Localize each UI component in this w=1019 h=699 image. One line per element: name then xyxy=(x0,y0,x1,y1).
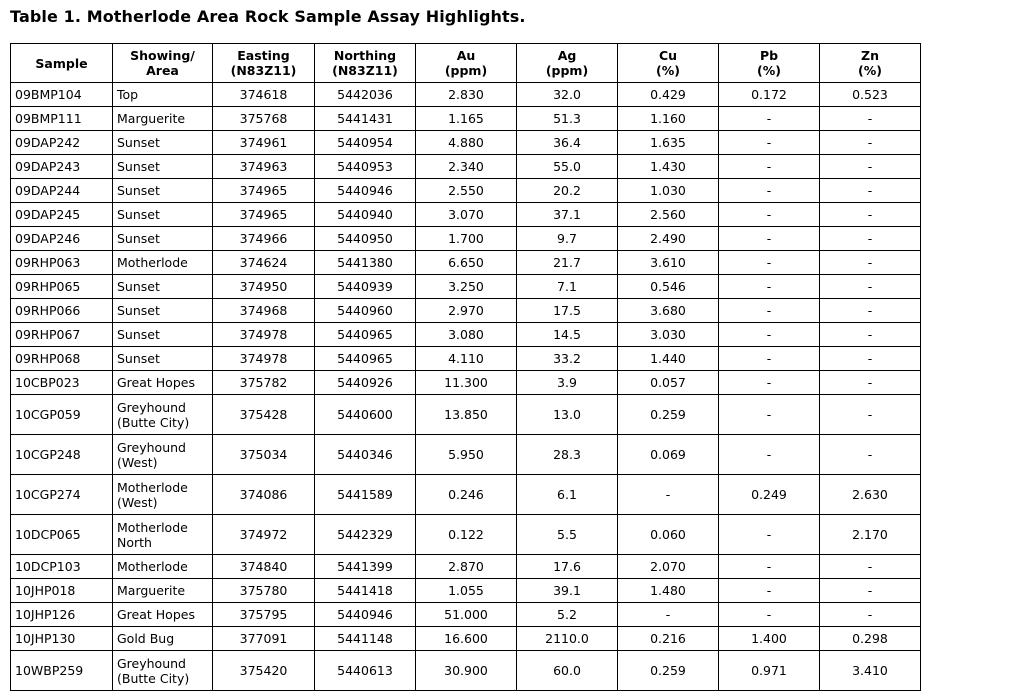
cell-zn: - xyxy=(820,371,921,395)
cell-zn: - xyxy=(820,107,921,131)
cell-easting: 375795 xyxy=(213,603,315,627)
cell-ag: 17.6 xyxy=(517,555,618,579)
cell-ag: 36.4 xyxy=(517,131,618,155)
cell-pb: - xyxy=(719,299,820,323)
cell-zn: - xyxy=(820,275,921,299)
table-row xyxy=(11,515,921,555)
cell-pb: - xyxy=(719,275,820,299)
cell-au: 2.870 xyxy=(416,555,517,579)
column-header-ag-line: (ppm) xyxy=(545,63,589,78)
cell-ag: 17.5 xyxy=(517,299,618,323)
cell-northing: 5440940 xyxy=(315,203,416,227)
table-row xyxy=(11,131,921,155)
cell-pb: - xyxy=(719,131,820,155)
cell-easting: 375428 xyxy=(213,395,315,435)
column-header-au xyxy=(416,44,517,83)
cell-sample: 10CBP023 xyxy=(11,371,113,395)
cell-ag: 13.0 xyxy=(517,395,618,435)
cell-showing-area: Great Hopes xyxy=(113,603,213,627)
table-title: Table 1. Motherlode Area Rock Sample Assay Highlights. xyxy=(10,7,526,26)
cell-sample: 09DAP245 xyxy=(11,203,113,227)
cell-pb: - xyxy=(719,251,820,275)
cell-sample: 09BMP111 xyxy=(11,107,113,131)
cell-au: 13.850 xyxy=(416,395,517,435)
cell-cu: 2.070 xyxy=(618,555,719,579)
cell-au: 16.600 xyxy=(416,627,517,651)
cell-au: 30.900 xyxy=(416,651,517,691)
cell-zn: - xyxy=(820,555,921,579)
cell-cu: 0.546 xyxy=(618,275,719,299)
cell-northing: 5440965 xyxy=(315,323,416,347)
cell-pb: - xyxy=(719,603,820,627)
cell-northing: 5440939 xyxy=(315,275,416,299)
cell-au: 1.055 xyxy=(416,579,517,603)
cell-pb: - xyxy=(719,107,820,131)
cell-northing: 5441399 xyxy=(315,555,416,579)
cell-northing: 5440613 xyxy=(315,651,416,691)
cell-cu: 1.635 xyxy=(618,131,719,155)
column-header-pb-line: (%) xyxy=(757,63,781,78)
cell-pb: 0.249 xyxy=(719,475,820,515)
cell-sample: 09DAP244 xyxy=(11,179,113,203)
cell-easting: 374618 xyxy=(213,83,315,107)
cell-cu: 0.259 xyxy=(618,651,719,691)
cell-ag: 55.0 xyxy=(517,155,618,179)
column-header-au-line: (ppm) xyxy=(444,63,488,78)
column-header-northing xyxy=(315,44,416,83)
cell-zn: - xyxy=(820,155,921,179)
cell-pb: - xyxy=(719,323,820,347)
cell-northing: 5440965 xyxy=(315,347,416,371)
cell-easting: 374965 xyxy=(213,203,315,227)
cell-showing-area: Gold Bug xyxy=(113,627,213,651)
cell-showing-area: Sunset xyxy=(113,131,213,155)
cell-easting: 375768 xyxy=(213,107,315,131)
cell-easting: 374966 xyxy=(213,227,315,251)
table-row xyxy=(11,227,921,251)
cell-zn: - xyxy=(820,603,921,627)
column-header-cu-line: (%) xyxy=(656,63,680,78)
column-header-showing-area-line: Area xyxy=(146,63,179,78)
table-row xyxy=(11,203,921,227)
cell-showing-area: Sunset xyxy=(113,155,213,179)
column-header-cu xyxy=(618,44,719,83)
table-row xyxy=(11,323,921,347)
cell-zn: - xyxy=(820,203,921,227)
cell-au: 0.246 xyxy=(416,475,517,515)
cell-cu: 2.490 xyxy=(618,227,719,251)
cell-pb: - xyxy=(719,347,820,371)
table-row xyxy=(11,603,921,627)
table-row xyxy=(11,371,921,395)
table-row xyxy=(11,299,921,323)
cell-showing-area: Sunset xyxy=(113,275,213,299)
cell-easting: 375782 xyxy=(213,371,315,395)
cell-sample: 09RHP066 xyxy=(11,299,113,323)
table-row xyxy=(11,651,921,691)
cell-ag: 21.7 xyxy=(517,251,618,275)
cell-ag: 51.3 xyxy=(517,107,618,131)
cell-zn: - xyxy=(820,131,921,155)
cell-showing-area: Motherlode xyxy=(113,555,213,579)
cell-cu: 1.160 xyxy=(618,107,719,131)
table-row xyxy=(11,275,921,299)
cell-showing-area: Great Hopes xyxy=(113,371,213,395)
cell-easting: 374978 xyxy=(213,347,315,371)
table-row xyxy=(11,555,921,579)
cell-easting: 375780 xyxy=(213,579,315,603)
cell-easting: 374965 xyxy=(213,179,315,203)
column-header-showing-area xyxy=(113,44,213,83)
cell-ag: 32.0 xyxy=(517,83,618,107)
column-header-northing-line: (N83Z11) xyxy=(332,63,398,78)
cell-ag: 2110.0 xyxy=(517,627,618,651)
cell-showing-area: Motherlode North xyxy=(113,515,213,555)
column-header-cu-line: Cu xyxy=(658,48,678,63)
cell-easting: 374086 xyxy=(213,475,315,515)
cell-ag: 7.1 xyxy=(517,275,618,299)
cell-cu: 3.680 xyxy=(618,299,719,323)
table-row xyxy=(11,155,921,179)
cell-pb: - xyxy=(719,579,820,603)
column-header-pb xyxy=(719,44,820,83)
cell-cu: 3.610 xyxy=(618,251,719,275)
cell-sample: 09RHP068 xyxy=(11,347,113,371)
cell-au: 4.110 xyxy=(416,347,517,371)
cell-zn: - xyxy=(820,395,921,435)
cell-zn: 2.170 xyxy=(820,515,921,555)
cell-pb: - xyxy=(719,227,820,251)
cell-showing-area: Marguerite xyxy=(113,579,213,603)
cell-cu: 2.560 xyxy=(618,203,719,227)
cell-cu: 0.057 xyxy=(618,371,719,395)
table-row xyxy=(11,475,921,515)
cell-zn: - xyxy=(820,435,921,475)
cell-ag: 9.7 xyxy=(517,227,618,251)
cell-sample: 10CGP274 xyxy=(11,475,113,515)
cell-showing-area: Sunset xyxy=(113,323,213,347)
cell-au: 6.650 xyxy=(416,251,517,275)
cell-zn: - xyxy=(820,227,921,251)
cell-easting: 375034 xyxy=(213,435,315,475)
table-row xyxy=(11,627,921,651)
cell-showing-area: Motherlode (West) xyxy=(113,475,213,515)
cell-showing-area: Greyhound (Butte City) xyxy=(113,651,213,691)
cell-northing: 5440946 xyxy=(315,179,416,203)
cell-zn: - xyxy=(820,251,921,275)
cell-au: 1.165 xyxy=(416,107,517,131)
cell-ag: 39.1 xyxy=(517,579,618,603)
cell-northing: 5440600 xyxy=(315,395,416,435)
cell-showing-area: Greyhound (Butte City) xyxy=(113,395,213,435)
column-header-sample xyxy=(11,44,113,83)
cell-pb: - xyxy=(719,203,820,227)
column-header-zn-line: (%) xyxy=(858,63,882,78)
column-header-showing-area-line: Showing/ xyxy=(130,48,195,63)
cell-sample: 10JHP018 xyxy=(11,579,113,603)
cell-easting: 374624 xyxy=(213,251,315,275)
cell-ag: 5.5 xyxy=(517,515,618,555)
cell-au: 3.080 xyxy=(416,323,517,347)
column-header-easting-line: Easting xyxy=(237,48,290,63)
cell-zn: - xyxy=(820,299,921,323)
cell-zn: 0.523 xyxy=(820,83,921,107)
cell-ag: 6.1 xyxy=(517,475,618,515)
cell-easting: 374961 xyxy=(213,131,315,155)
cell-pb: - xyxy=(719,515,820,555)
cell-ag: 60.0 xyxy=(517,651,618,691)
cell-easting: 374972 xyxy=(213,515,315,555)
table-row xyxy=(11,251,921,275)
cell-pb: - xyxy=(719,395,820,435)
cell-au: 0.122 xyxy=(416,515,517,555)
cell-cu: 1.480 xyxy=(618,579,719,603)
cell-zn: - xyxy=(820,179,921,203)
cell-sample: 09DAP246 xyxy=(11,227,113,251)
cell-pb: 0.971 xyxy=(719,651,820,691)
cell-zn: 3.410 xyxy=(820,651,921,691)
cell-ag: 3.9 xyxy=(517,371,618,395)
cell-easting: 374950 xyxy=(213,275,315,299)
cell-northing: 5442329 xyxy=(315,515,416,555)
cell-cu: 0.216 xyxy=(618,627,719,651)
cell-ag: 5.2 xyxy=(517,603,618,627)
cell-ag: 37.1 xyxy=(517,203,618,227)
cell-au: 1.700 xyxy=(416,227,517,251)
cell-easting: 374968 xyxy=(213,299,315,323)
column-header-easting-line: (N83Z11) xyxy=(230,63,297,78)
cell-sample: 10JHP126 xyxy=(11,603,113,627)
column-header-sample-line: Sample xyxy=(35,55,88,71)
cell-sample: 10JHP130 xyxy=(11,627,113,651)
column-header-pb-line: Pb xyxy=(759,48,779,63)
cell-sample: 10DCP103 xyxy=(11,555,113,579)
cell-showing-area: Sunset xyxy=(113,347,213,371)
cell-cu: 1.430 xyxy=(618,155,719,179)
table-row xyxy=(11,435,921,475)
cell-cu: 1.440 xyxy=(618,347,719,371)
cell-zn: 2.630 xyxy=(820,475,921,515)
cell-zn: - xyxy=(820,347,921,371)
cell-au: 2.340 xyxy=(416,155,517,179)
assay-table xyxy=(10,43,921,691)
cell-pb: - xyxy=(719,155,820,179)
cell-sample: 10CGP248 xyxy=(11,435,113,475)
cell-au: 3.070 xyxy=(416,203,517,227)
cell-easting: 375420 xyxy=(213,651,315,691)
cell-sample: 10CGP059 xyxy=(11,395,113,435)
cell-au: 3.250 xyxy=(416,275,517,299)
cell-showing-area: Sunset xyxy=(113,299,213,323)
cell-showing-area: Greyhound (West) xyxy=(113,435,213,475)
cell-ag: 28.3 xyxy=(517,435,618,475)
cell-northing: 5440346 xyxy=(315,435,416,475)
table-row xyxy=(11,579,921,603)
cell-northing: 5442036 xyxy=(315,83,416,107)
cell-au: 5.950 xyxy=(416,435,517,475)
cell-cu: 1.030 xyxy=(618,179,719,203)
cell-ag: 33.2 xyxy=(517,347,618,371)
column-header-zn-line: Zn xyxy=(861,48,879,63)
cell-sample: 09RHP065 xyxy=(11,275,113,299)
cell-easting: 377091 xyxy=(213,627,315,651)
cell-northing: 5441589 xyxy=(315,475,416,515)
column-header-northing-line: Northing xyxy=(333,48,397,63)
cell-pb: - xyxy=(719,435,820,475)
cell-sample: 10WBP259 xyxy=(11,651,113,691)
cell-sample: 09RHP067 xyxy=(11,323,113,347)
cell-pb: - xyxy=(719,179,820,203)
cell-cu: 0.069 xyxy=(618,435,719,475)
cell-pb: 1.400 xyxy=(719,627,820,651)
cell-cu: - xyxy=(618,603,719,627)
cell-showing-area: Marguerite xyxy=(113,107,213,131)
cell-northing: 5440926 xyxy=(315,371,416,395)
cell-sample: 09DAP243 xyxy=(11,155,113,179)
table-body xyxy=(11,83,921,691)
table-row xyxy=(11,83,921,107)
cell-northing: 5441431 xyxy=(315,107,416,131)
cell-ag: 14.5 xyxy=(517,323,618,347)
table-row xyxy=(11,107,921,131)
cell-northing: 5441148 xyxy=(315,627,416,651)
cell-easting: 374840 xyxy=(213,555,315,579)
cell-au: 4.880 xyxy=(416,131,517,155)
cell-northing: 5440946 xyxy=(315,603,416,627)
column-header-au-line: Au xyxy=(456,48,476,63)
table-row xyxy=(11,347,921,371)
cell-showing-area: Top xyxy=(113,83,213,107)
cell-cu: 0.060 xyxy=(618,515,719,555)
cell-au: 11.300 xyxy=(416,371,517,395)
cell-cu: 0.259 xyxy=(618,395,719,435)
cell-showing-area: Sunset xyxy=(113,179,213,203)
column-header-ag xyxy=(517,44,618,83)
cell-showing-area: Sunset xyxy=(113,227,213,251)
cell-cu: 3.030 xyxy=(618,323,719,347)
header-row xyxy=(11,44,921,83)
cell-zn: - xyxy=(820,579,921,603)
cell-easting: 374963 xyxy=(213,155,315,179)
column-header-zn xyxy=(820,44,921,83)
cell-northing: 5441380 xyxy=(315,251,416,275)
cell-zn: 0.298 xyxy=(820,627,921,651)
cell-pb: - xyxy=(719,555,820,579)
cell-au: 2.550 xyxy=(416,179,517,203)
cell-sample: 10DCP065 xyxy=(11,515,113,555)
table-row xyxy=(11,395,921,435)
cell-cu: - xyxy=(618,475,719,515)
cell-showing-area: Sunset xyxy=(113,203,213,227)
cell-ag: 20.2 xyxy=(517,179,618,203)
cell-cu: 0.429 xyxy=(618,83,719,107)
cell-northing: 5440954 xyxy=(315,131,416,155)
cell-northing: 5440960 xyxy=(315,299,416,323)
cell-au: 2.970 xyxy=(416,299,517,323)
cell-sample: 09RHP063 xyxy=(11,251,113,275)
cell-au: 51.000 xyxy=(416,603,517,627)
cell-au: 2.830 xyxy=(416,83,517,107)
column-header-easting xyxy=(213,44,315,83)
cell-easting: 374978 xyxy=(213,323,315,347)
table-row xyxy=(11,179,921,203)
cell-zn: - xyxy=(820,323,921,347)
cell-northing: 5440950 xyxy=(315,227,416,251)
cell-pb: 0.172 xyxy=(719,83,820,107)
cell-sample: 09DAP242 xyxy=(11,131,113,155)
cell-northing: 5441418 xyxy=(315,579,416,603)
cell-pb: - xyxy=(719,371,820,395)
cell-sample: 09BMP104 xyxy=(11,83,113,107)
cell-showing-area: Motherlode xyxy=(113,251,213,275)
cell-northing: 5440953 xyxy=(315,155,416,179)
column-header-ag-line: Ag xyxy=(557,48,577,63)
